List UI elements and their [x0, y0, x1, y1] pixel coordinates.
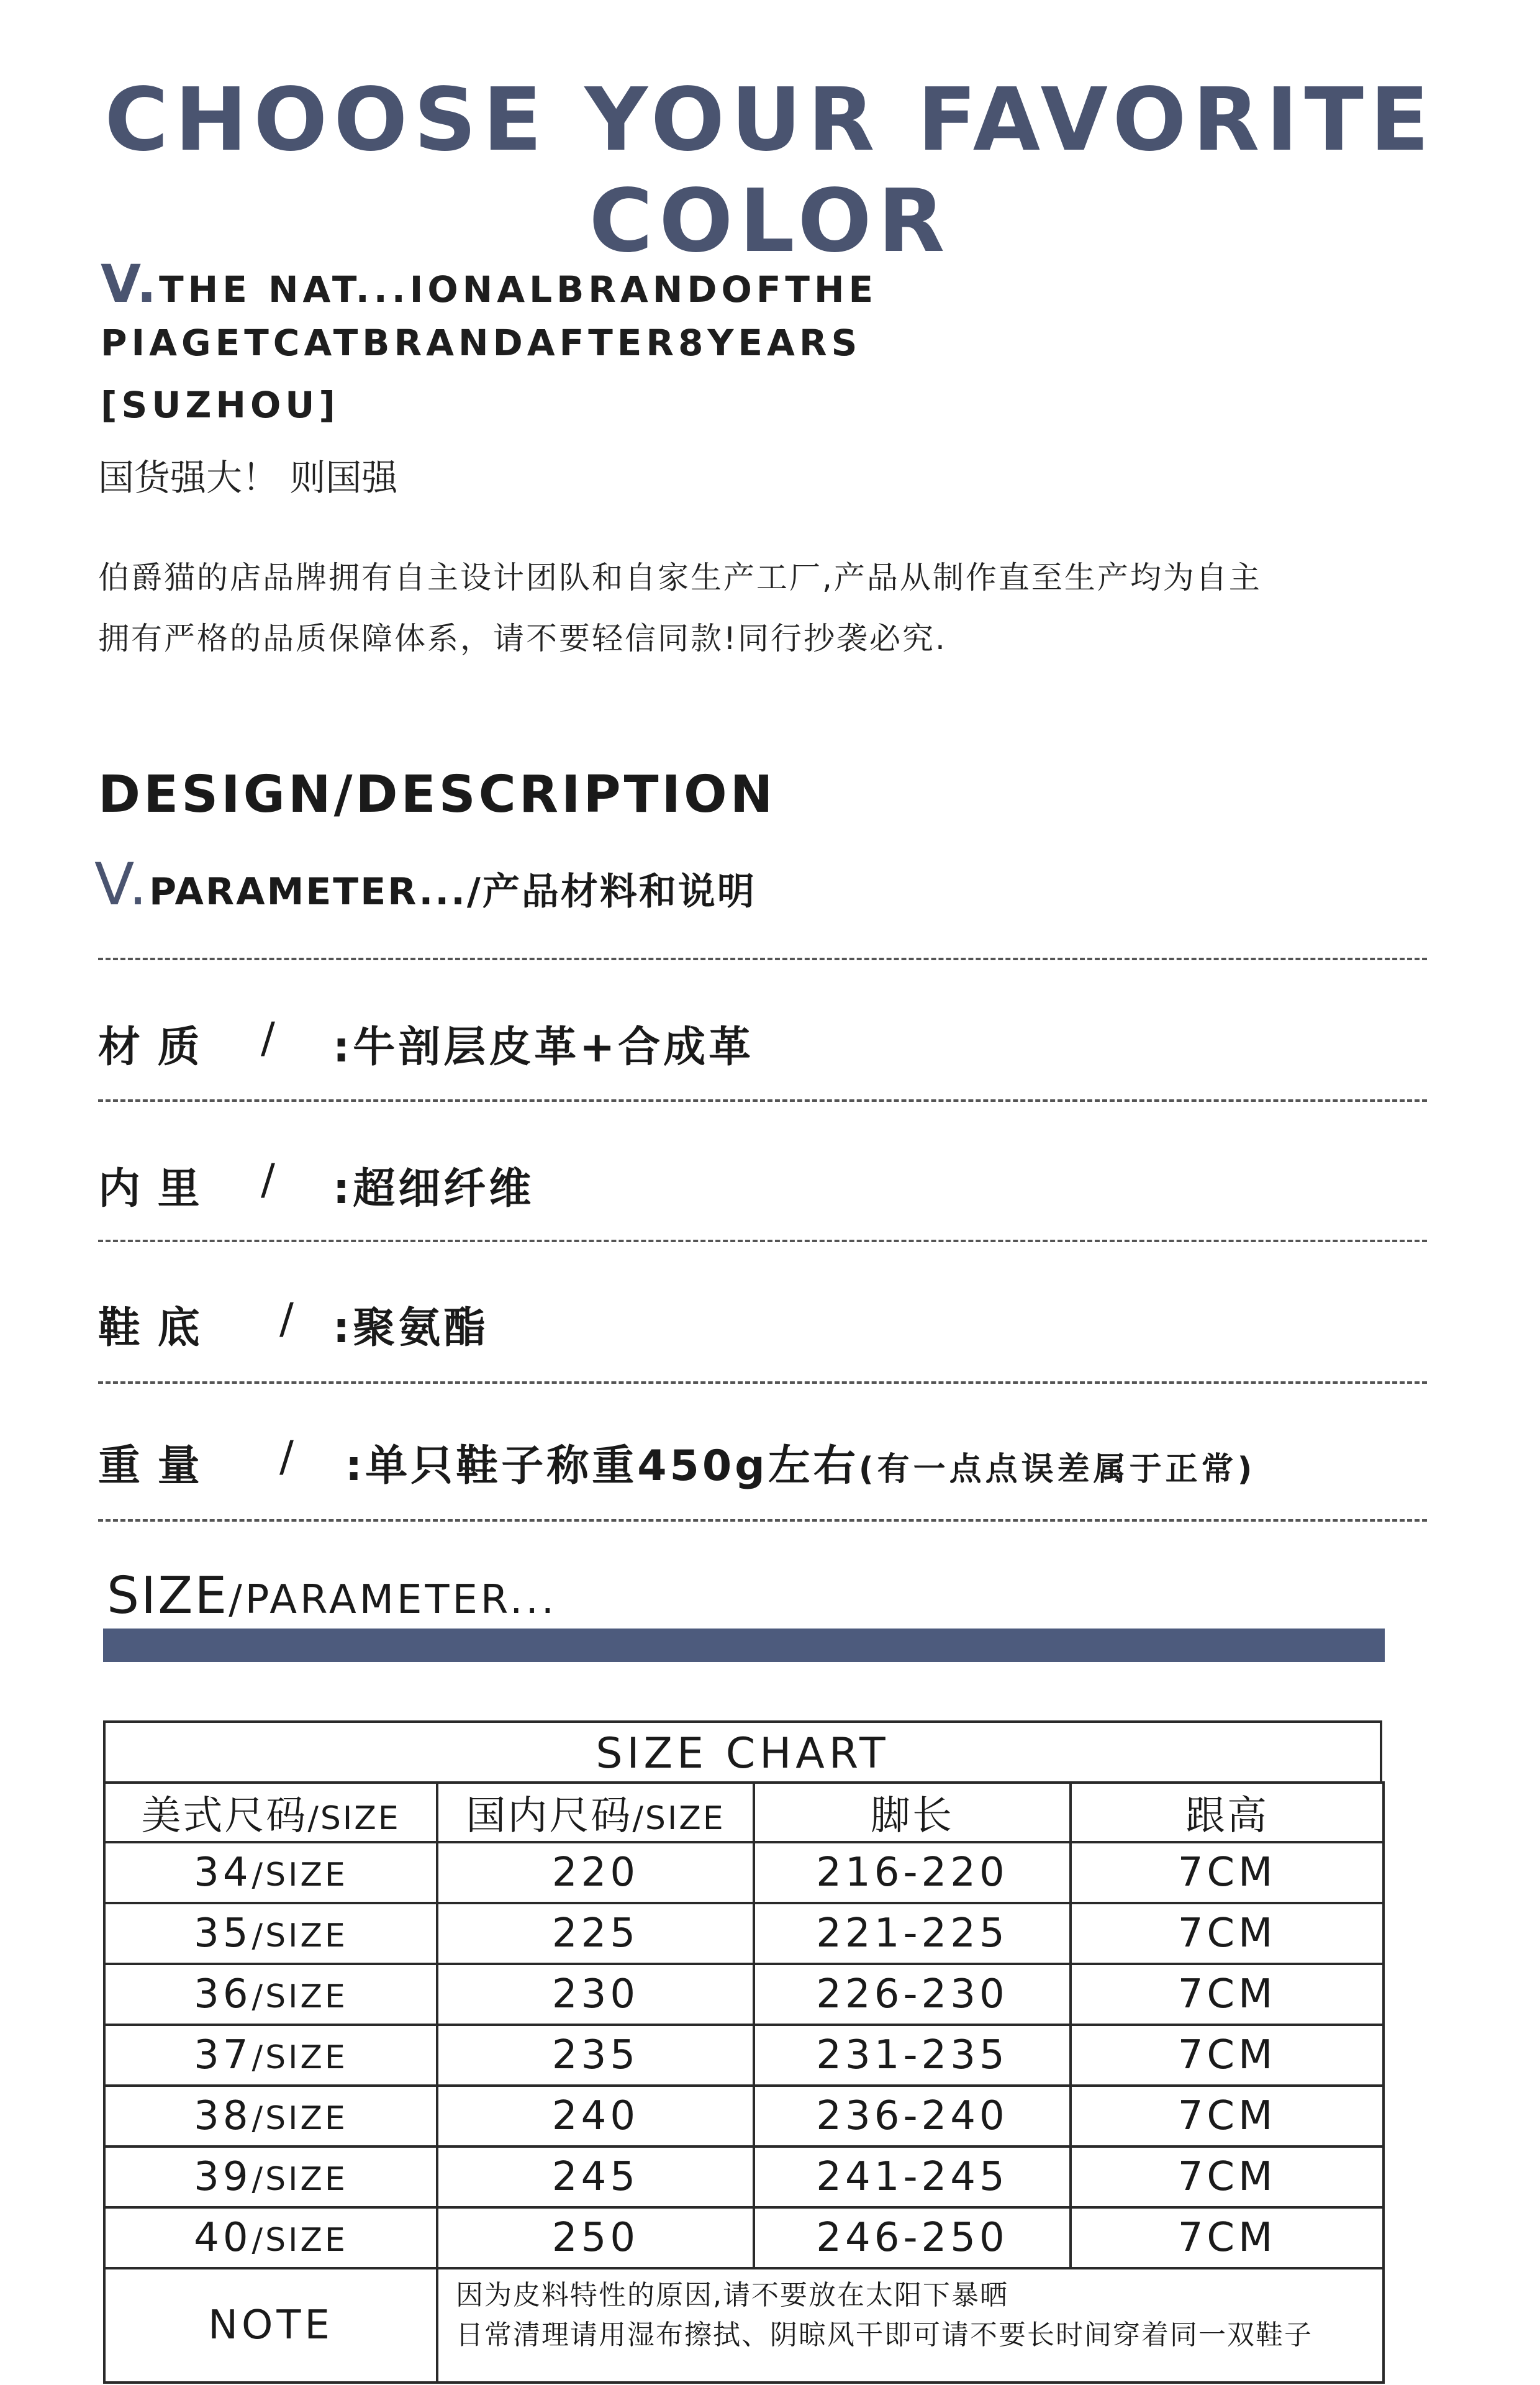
table-row — [104, 2086, 1384, 2146]
us-size-suffix: /SIZE — [251, 2039, 348, 2076]
us-size-value: 37 — [194, 2032, 252, 2078]
divider — [98, 1099, 1427, 1102]
attribute-note: (有一点点误差属于正常) — [858, 1451, 1256, 1488]
foot-length-cell: 241-245 — [754, 2146, 1071, 2207]
cn-size-cell: 225 — [437, 1903, 754, 1964]
us-size-suffix: /SIZE — [251, 2222, 348, 2259]
brand-line-1 — [101, 253, 877, 314]
brand-v-mark: V. — [101, 253, 160, 314]
attribute-value: :聚氨酯 — [333, 1304, 489, 1353]
attribute-separator: / — [279, 1432, 294, 1481]
foot-length-cell: 236-240 — [754, 2086, 1071, 2146]
us-size-cell — [104, 1842, 437, 1903]
header-main: 跟高 — [1185, 1793, 1269, 1839]
attribute-value — [345, 1432, 1256, 1492]
note-text-cell — [437, 2268, 1384, 2383]
cn-size-cell: 235 — [437, 2025, 754, 2086]
attribute-separator: / — [261, 1014, 275, 1063]
size-heading-rest: /PARAMETER... — [229, 1577, 558, 1623]
note-line-2: 日常清理请用湿布擦拭、阴晾风干即可请不要长时间穿着同一双鞋子 — [456, 2319, 1313, 2351]
divider — [98, 958, 1427, 960]
heel-height-cell: 7CM — [1071, 2207, 1384, 2268]
parameter-heading — [94, 851, 756, 919]
attribute-separator: / — [261, 1155, 275, 1204]
us-size-suffix: /SIZE — [251, 1917, 348, 1955]
us-size-cell — [104, 2207, 437, 2268]
us-size-cell — [104, 1964, 437, 2025]
note-line-1: 因为皮料特性的原因,请不要放在太阳下暴晒 — [456, 2279, 1008, 2311]
intro-line-2: 拥有严格的品质保障体系，请不要轻信同款!同行抄袭必究. — [98, 620, 947, 656]
heel-height-cell: 7CM — [1071, 1964, 1384, 2025]
header-main: 美式尺码 — [141, 1793, 308, 1839]
cn-size-cell: 240 — [437, 2086, 754, 2146]
heel-height-cell: 7CM — [1071, 2086, 1384, 2146]
note-label: NOTE — [104, 2268, 437, 2383]
divider — [98, 1519, 1427, 1522]
header-suffix: /SIZE — [632, 1800, 725, 1837]
brand-line-3: [SUZHOU] — [101, 384, 340, 426]
foot-length-cell: 231-235 — [754, 2025, 1071, 2086]
attribute-label: 材 质 — [98, 1023, 201, 1072]
us-size-cell — [104, 2146, 437, 2207]
brand-line-1-text: THE NAT...IONALBRANDOFTHE — [159, 268, 878, 311]
us-size-suffix: /SIZE — [251, 1856, 348, 1894]
table-row — [104, 1842, 1384, 1903]
attribute-label: 内 里 — [98, 1165, 201, 1214]
table-row — [104, 2025, 1384, 2086]
us-size-suffix: /SIZE — [251, 1978, 348, 2015]
cn-size-cell: 230 — [437, 1964, 754, 2025]
foot-length-cell: 221-225 — [754, 1903, 1071, 1964]
table-row — [104, 1903, 1384, 1964]
size-heading-size: SIZE — [107, 1566, 229, 1625]
header-suffix: /SIZE — [307, 1800, 401, 1837]
heel-height-cell: 7CM — [1071, 1842, 1384, 1903]
parameter-label: PARAMETER.../产品材料和说明 — [149, 870, 756, 914]
us-size-value: 39 — [194, 2154, 252, 2200]
size-chart-title: SIZE CHART — [103, 1720, 1382, 1783]
header-main: 脚长 — [871, 1793, 954, 1839]
heel-height-cell: 7CM — [1071, 2146, 1384, 2207]
parameter-v-mark: V. — [94, 851, 150, 919]
us-size-value: 36 — [194, 1971, 252, 2017]
table-row — [104, 2146, 1384, 2207]
attribute-value: :牛剖层皮革+合成革 — [333, 1023, 754, 1072]
attribute-label: 鞋 底 — [98, 1304, 201, 1353]
us-size-cell — [104, 2025, 437, 2086]
foot-length-cell: 226-230 — [754, 1964, 1071, 2025]
heel-height-cell: 7CM — [1071, 2025, 1384, 2086]
cn-size-cell: 245 — [437, 2146, 754, 2207]
table-row — [104, 1964, 1384, 2025]
slogan: 国货强大！ 则国强 — [98, 457, 398, 499]
size-heading — [107, 1566, 557, 1625]
us-size-value: 38 — [194, 2093, 252, 2139]
column-header-foot-length — [754, 1783, 1071, 1842]
divider — [98, 1240, 1427, 1242]
intro-line-1: 伯爵猫的店品牌拥有自主设计团队和自家生产工厂,产品从制作直至生产均为自主 — [98, 560, 1262, 596]
foot-length-cell: 216-220 — [754, 1842, 1071, 1903]
table-header-row — [104, 1783, 1384, 1842]
cn-size-cell: 220 — [437, 1842, 754, 1903]
brand-line-2: PIAGETCATBRANDAFTER8YEARS — [101, 322, 862, 364]
us-size-value: 35 — [194, 1910, 252, 1956]
attribute-separator: / — [279, 1294, 294, 1343]
column-header-heel-height — [1071, 1783, 1384, 1842]
divider — [98, 1381, 1427, 1384]
header-main: 国内尺码 — [466, 1793, 633, 1839]
us-size-value: 40 — [194, 2215, 252, 2261]
page-title: CHOOSE YOUR FAVORITE COLOR — [104, 70, 1436, 272]
attribute-value: :超细纤维 — [333, 1165, 535, 1214]
cn-size-cell: 250 — [437, 2207, 754, 2268]
column-header-cn-size — [437, 1783, 754, 1842]
us-size-suffix: /SIZE — [251, 2161, 348, 2198]
table-row — [104, 2207, 1384, 2268]
size-chart-table — [103, 1781, 1385, 2384]
attribute-label: 重 量 — [98, 1442, 201, 1491]
us-size-suffix: /SIZE — [251, 2100, 348, 2137]
note-row — [104, 2268, 1384, 2383]
foot-length-cell: 246-250 — [754, 2207, 1071, 2268]
section-bar — [103, 1629, 1385, 1662]
heel-height-cell: 7CM — [1071, 1903, 1384, 1964]
attribute-value-text: :单只鞋子称重450g左右 — [345, 1442, 859, 1491]
us-size-cell — [104, 2086, 437, 2146]
column-header-us-size — [104, 1783, 437, 1842]
us-size-cell — [104, 1903, 437, 1964]
design-heading: DESIGN/DESCRIPTION — [98, 765, 776, 824]
us-size-value: 34 — [194, 1850, 252, 1896]
